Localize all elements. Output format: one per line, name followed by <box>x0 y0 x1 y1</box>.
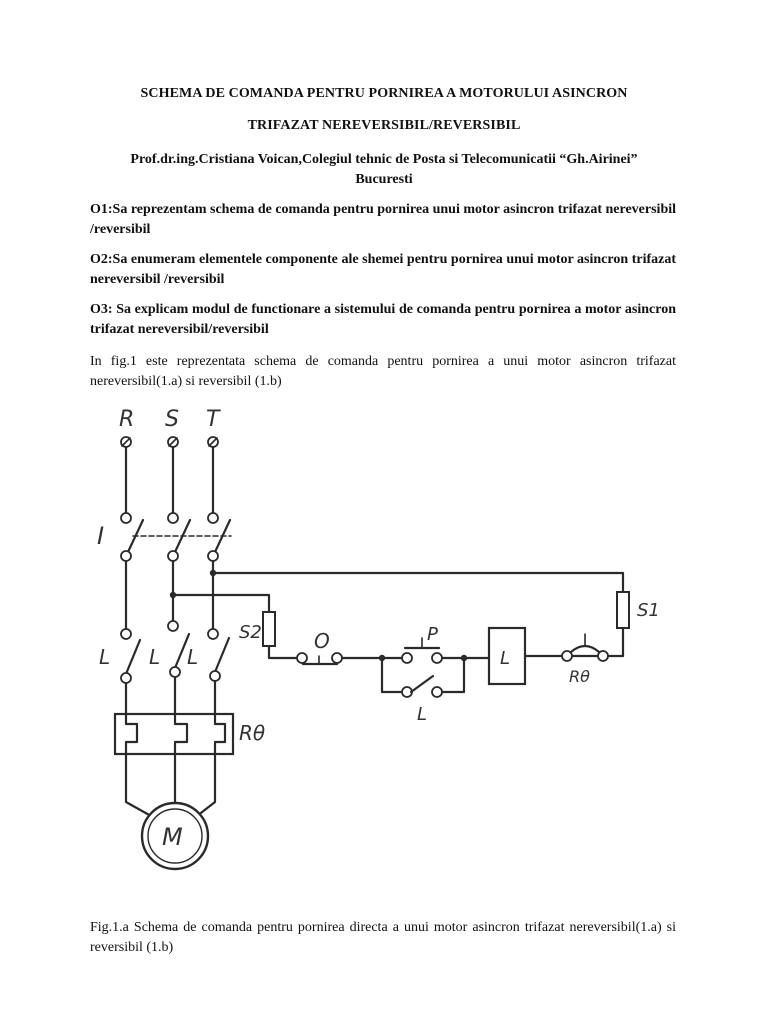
start-button-label: P <box>427 624 438 645</box>
motor-label: M <box>162 823 183 851</box>
contactor-coil-label: L <box>500 648 511 669</box>
figure-caption: Fig.1.a Schema de comanda pentru pornirea directa a unui motor asincron trifazat nereversibil(1.a) si reversibil (1.b) <box>90 920 676 955</box>
hold-contact-terminal-b <box>432 687 442 697</box>
author-city: Bucuresti <box>355 172 413 187</box>
circuit-diagram <box>93 402 687 872</box>
phase-label-t: T <box>206 407 220 432</box>
author-affiliation: Prof.dr.ing.Cristiana Voican,Colegiul tehnic de Posta si Telecomunicatii “Gh.Airinei” <box>130 152 638 167</box>
objective-2: O2:Sa enumeram elementele componente ale shemei pentru pornirea unui motor asincron trifazat nereversibil /reversibil <box>90 252 676 287</box>
contactor-blade-3 <box>215 638 229 672</box>
fuse-s2 <box>263 612 275 646</box>
contactor-contact-label-1: L <box>99 645 111 669</box>
author-block <box>90 150 678 190</box>
fuse-s1-label: S1 <box>637 600 660 621</box>
stop-button-terminal-b <box>332 653 342 663</box>
fuse-s1 <box>617 592 629 628</box>
objective-1: O1:Sa reprezentam schema de comanda pentru pornirea unui motor asincron trifazat nereversibil /reversibil <box>90 202 677 237</box>
intro-paragraph: In fig.1 este reprezentata schema de comanda pentru pornirea a unui motor asincron trifazat nereversibil(1.a) si reversibil (1.b) <box>90 354 676 389</box>
phase-label-s: S <box>165 407 179 432</box>
circuit-diagram-figure <box>93 402 687 872</box>
thermal-contact-blade <box>571 646 599 652</box>
start-button-terminal-a <box>402 653 412 663</box>
document-title-line1: SCHEMA DE COMANDA PENTRU PORNIREA A MOTORULUI ASINCRON <box>140 86 628 101</box>
thermal-contact-label: Rθ <box>569 667 590 686</box>
phase-label-r: R <box>119 407 135 432</box>
thermal-relay-label: Rθ <box>239 721 266 745</box>
stop-button-terminal-a <box>297 653 307 663</box>
contactor-blade-1 <box>126 640 140 674</box>
hold-contact-blade <box>411 676 433 692</box>
hold-contact-label: L <box>417 704 428 725</box>
start-button-terminal-b <box>432 653 442 663</box>
main-switch-label: I <box>97 522 105 550</box>
contactor-contact-label-2: L <box>149 645 161 669</box>
stop-button-label: O <box>314 629 330 653</box>
fuse-s2-label: S2 <box>239 622 262 643</box>
objective-3: O3: Sa explicam modul de functionare a sistemului de comanda pentru pornirea a motor asincron trifazat nereversibil/reversibil <box>90 302 676 337</box>
contactor-contact-label-3: L <box>187 645 199 669</box>
document-title-line2: TRIFAZAT NEREVERSIBIL/REVERSIBIL <box>247 118 521 133</box>
